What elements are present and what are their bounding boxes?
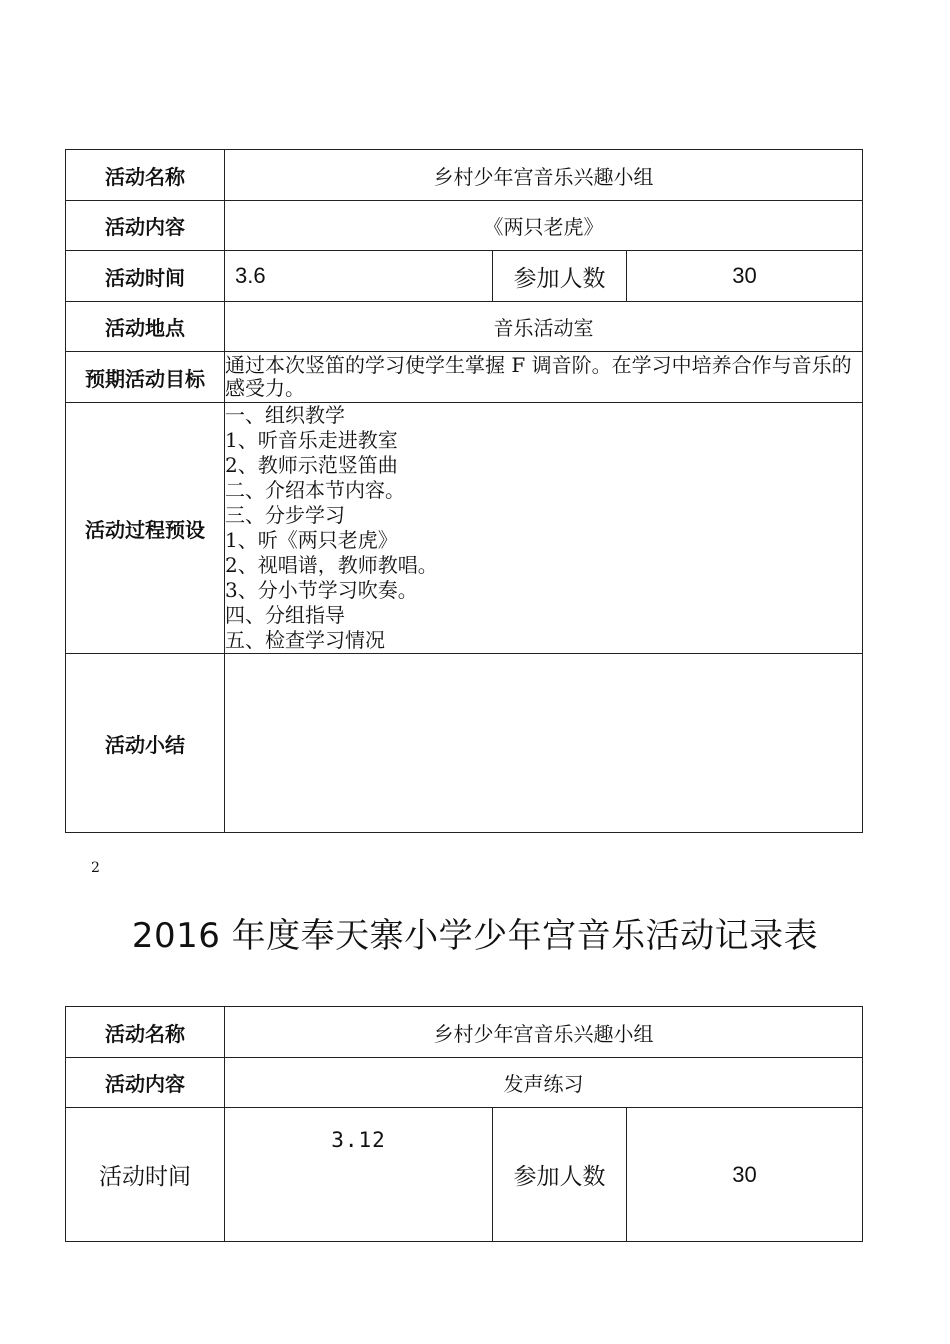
table-row [66, 201, 863, 251]
table-row [66, 352, 863, 403]
table-row [66, 1007, 863, 1058]
process-step: 2、教师示范竖笛曲 [225, 453, 398, 477]
activity-time-value: 3.12 [225, 1108, 493, 1242]
table-row [66, 403, 863, 654]
process-step: 五、检查学习情况 [225, 628, 385, 652]
process-plan-value [225, 403, 863, 654]
activity-location-label: 活动地点 [66, 302, 225, 352]
table-row [66, 654, 863, 833]
participants-value: 30 [627, 1108, 863, 1242]
activity-summary-value [225, 654, 863, 833]
participants-value: 30 [627, 251, 863, 302]
activity-location-value: 音乐活动室 [225, 302, 863, 352]
activity-content-label: 活动内容 [66, 1058, 225, 1108]
activity-time-label: 活动时间 [66, 251, 225, 302]
activity-record-table-1 [65, 149, 863, 833]
process-step: 二、介绍本节内容。 [225, 478, 405, 502]
table-row [66, 1058, 863, 1108]
activity-name-value: 乡村少年宫音乐兴趣小组 [225, 1007, 863, 1058]
activity-content-value: 发声练习 [225, 1058, 863, 1108]
process-step: 1、听音乐走进教室 [225, 428, 398, 452]
table-row [66, 302, 863, 352]
process-step: 2、视唱谱，教师教唱。 [225, 553, 438, 577]
process-step: 1、听《两只老虎》 [225, 528, 398, 552]
activity-content-value: 《两只老虎》 [225, 201, 863, 251]
activity-content-label: 活动内容 [66, 201, 225, 251]
expected-goal-value: 通过本次竖笛的学习使学生掌握 F 调音阶。在学习中培养合作与音乐的感受力。 [225, 352, 863, 403]
activity-time-value: 3.6 [225, 251, 493, 302]
activity-summary-label: 活动小结 [66, 654, 225, 833]
activity-name-label: 活动名称 [66, 1007, 225, 1058]
activity-name-label: 活动名称 [66, 150, 225, 201]
table-row [66, 1108, 863, 1242]
table-row [66, 150, 863, 201]
table-row [66, 251, 863, 302]
document-title: 2016 年度奉天寨小学少年宫音乐活动记录表 [131, 916, 819, 956]
process-step: 三、分步学习 [225, 503, 345, 527]
page-number: 2 [91, 860, 100, 876]
process-step: 一、组织教学 [225, 403, 345, 427]
participants-label: 参加人数 [493, 251, 627, 302]
activity-time-label: 活动时间 [66, 1108, 225, 1242]
activity-name-value: 乡村少年宫音乐兴趣小组 [225, 150, 863, 201]
process-plan-label: 活动过程预设 [66, 403, 225, 654]
expected-goal-label: 预期活动目标 [66, 352, 225, 403]
process-step: 四、分组指导 [225, 603, 345, 627]
participants-label: 参加人数 [493, 1108, 627, 1242]
process-step: 3、分小节学习吹奏。 [225, 578, 418, 602]
activity-record-table-2 [65, 1006, 863, 1242]
